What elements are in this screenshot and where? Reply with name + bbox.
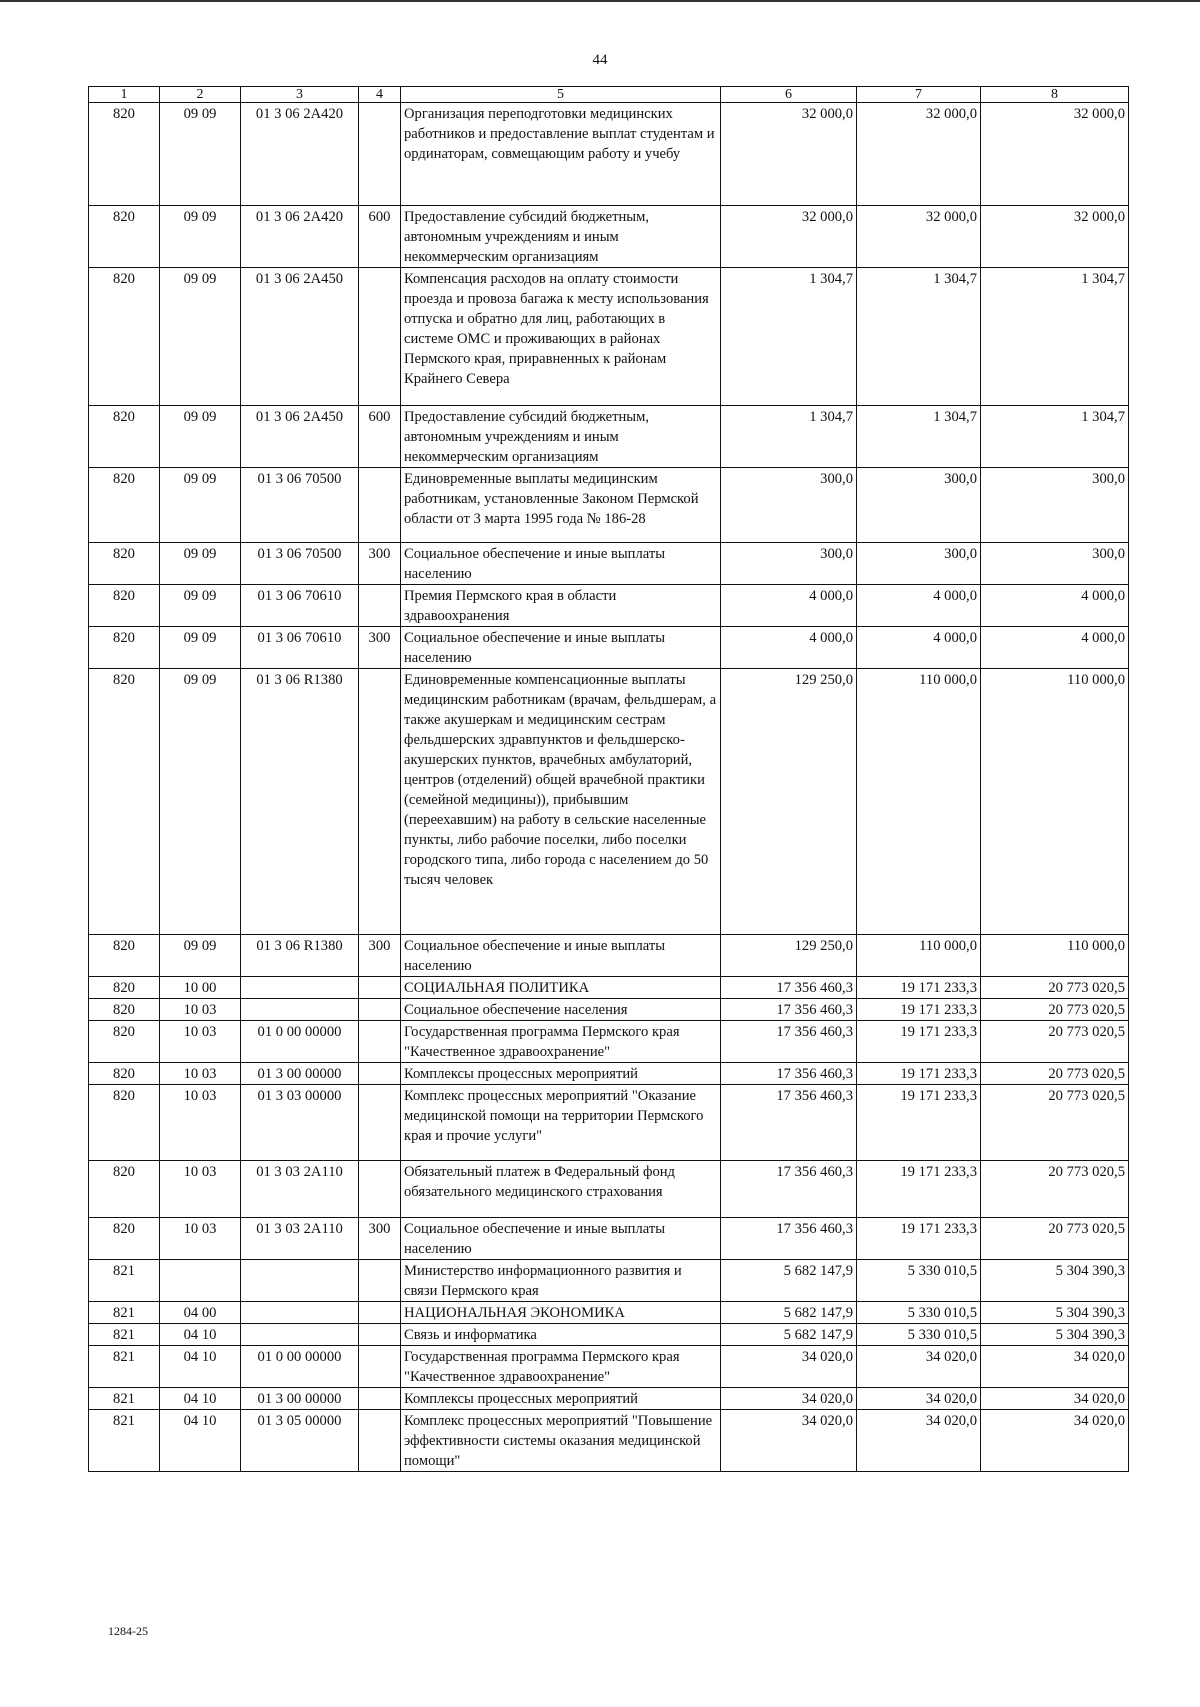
row-code-2: 04 00 xyxy=(160,1302,241,1324)
row-code-2: 04 10 xyxy=(160,1346,241,1388)
table-row xyxy=(89,1346,1129,1388)
row-value-8: 4 000,0 xyxy=(981,627,1129,669)
table-row xyxy=(89,543,1129,585)
row-code-1: 820 xyxy=(89,1218,160,1260)
row-code-3: 01 3 06 70610 xyxy=(241,627,359,669)
table-row xyxy=(89,206,1129,268)
header-col-6: 6 xyxy=(721,87,857,103)
row-description: Социальное обеспечение населения xyxy=(401,999,721,1021)
row-value-7: 19 171 233,3 xyxy=(857,1161,981,1218)
table-row xyxy=(89,1324,1129,1346)
table-row xyxy=(89,268,1129,406)
row-value-6: 5 682 147,9 xyxy=(721,1302,857,1324)
row-value-6: 17 356 460,3 xyxy=(721,1085,857,1161)
row-value-8: 32 000,0 xyxy=(981,206,1129,268)
row-description: Связь и информатика xyxy=(401,1324,721,1346)
row-value-8: 20 773 020,5 xyxy=(981,977,1129,999)
row-code-1: 821 xyxy=(89,1388,160,1410)
row-value-8: 20 773 020,5 xyxy=(981,1063,1129,1085)
row-code-4 xyxy=(359,1063,401,1085)
row-code-2: 04 10 xyxy=(160,1324,241,1346)
row-code-1: 820 xyxy=(89,103,160,206)
row-code-2: 10 03 xyxy=(160,1085,241,1161)
row-description: Государственная программа Пермского края "Качественное здравоохранение" xyxy=(401,1346,721,1388)
table-row xyxy=(89,935,1129,977)
header-col-8: 8 xyxy=(981,87,1129,103)
row-code-2: 04 10 xyxy=(160,1410,241,1472)
row-code-4: 300 xyxy=(359,543,401,585)
row-code-4 xyxy=(359,468,401,543)
row-code-4 xyxy=(359,1021,401,1063)
header-col-5: 5 xyxy=(401,87,721,103)
row-code-3: 01 3 06 2A420 xyxy=(241,103,359,206)
row-value-8: 20 773 020,5 xyxy=(981,1021,1129,1063)
row-value-7: 110 000,0 xyxy=(857,935,981,977)
row-description: Обязательный платеж в Федеральный фонд обязательного медицинского страхования xyxy=(401,1161,721,1218)
row-value-6: 300,0 xyxy=(721,468,857,543)
row-code-3 xyxy=(241,1260,359,1302)
row-value-7: 1 304,7 xyxy=(857,268,981,406)
table-row xyxy=(89,1302,1129,1324)
row-value-7: 19 171 233,3 xyxy=(857,1218,981,1260)
row-code-1: 820 xyxy=(89,669,160,935)
row-code-4 xyxy=(359,1324,401,1346)
row-code-1: 821 xyxy=(89,1324,160,1346)
row-value-6: 17 356 460,3 xyxy=(721,1063,857,1085)
page-number: 44 xyxy=(592,52,608,68)
row-value-6: 17 356 460,3 xyxy=(721,1161,857,1218)
row-value-8: 1 304,7 xyxy=(981,268,1129,406)
row-code-1: 820 xyxy=(89,627,160,669)
row-code-4 xyxy=(359,585,401,627)
row-code-2: 09 09 xyxy=(160,103,241,206)
row-code-1: 821 xyxy=(89,1260,160,1302)
header-col-7: 7 xyxy=(857,87,981,103)
row-code-4: 600 xyxy=(359,406,401,468)
row-value-7: 34 020,0 xyxy=(857,1388,981,1410)
row-code-4 xyxy=(359,1346,401,1388)
row-description: Социальное обеспечение и иные выплаты населению xyxy=(401,543,721,585)
row-code-3: 01 3 06 R1380 xyxy=(241,669,359,935)
header-col-2: 2 xyxy=(160,87,241,103)
row-value-7: 32 000,0 xyxy=(857,103,981,206)
row-description: Государственная программа Пермского края "Качественное здравоохранение" xyxy=(401,1021,721,1063)
row-description: Единовременные компенсационные выплаты медицинским работникам (врачам, фельдшерам, а также акушеркам и медицинским сестрам фельдшерских здравпунктов и фельдшерско-акушерских пунктов, врачебных амбулаторий, центров (отделений) общей врачебной практики (семейной медицины)), прибывшим (переехавшим) на работу в сельские населенные пункты, либо рабочие поселки, либо поселки городского типа, либо города с населением до 50 тысяч человек xyxy=(401,669,721,935)
row-code-1: 821 xyxy=(89,1346,160,1388)
row-code-3: 01 3 06 70610 xyxy=(241,585,359,627)
row-value-8: 20 773 020,5 xyxy=(981,999,1129,1021)
row-value-7: 4 000,0 xyxy=(857,585,981,627)
row-value-8: 5 304 390,3 xyxy=(981,1302,1129,1324)
document-footer-code: 1284-25 xyxy=(108,1624,148,1638)
row-value-8: 110 000,0 xyxy=(981,669,1129,935)
row-value-8: 20 773 020,5 xyxy=(981,1161,1129,1218)
table-row xyxy=(89,1085,1129,1161)
row-code-1: 820 xyxy=(89,206,160,268)
header-col-3: 3 xyxy=(241,87,359,103)
row-description: Предоставление субсидий бюджетным, автономным учреждениям и иным некоммерческим организациям xyxy=(401,406,721,468)
row-value-6: 129 250,0 xyxy=(721,669,857,935)
row-value-8: 32 000,0 xyxy=(981,103,1129,206)
row-value-6: 5 682 147,9 xyxy=(721,1324,857,1346)
row-code-3: 01 3 00 00000 xyxy=(241,1388,359,1410)
row-code-4 xyxy=(359,1085,401,1161)
row-value-6: 34 020,0 xyxy=(721,1346,857,1388)
row-description: Комплексы процессных мероприятий xyxy=(401,1388,721,1410)
row-value-7: 19 171 233,3 xyxy=(857,999,981,1021)
row-code-2: 10 00 xyxy=(160,977,241,999)
row-description: НАЦИОНАЛЬНАЯ ЭКОНОМИКА xyxy=(401,1302,721,1324)
table-row xyxy=(89,1021,1129,1063)
row-value-7: 19 171 233,3 xyxy=(857,1021,981,1063)
row-code-1: 821 xyxy=(89,1410,160,1472)
row-code-2: 10 03 xyxy=(160,999,241,1021)
row-code-2: 09 09 xyxy=(160,585,241,627)
row-code-1: 820 xyxy=(89,1021,160,1063)
row-value-7: 5 330 010,5 xyxy=(857,1324,981,1346)
row-code-4 xyxy=(359,669,401,935)
row-code-4 xyxy=(359,999,401,1021)
row-code-3: 01 3 06 70500 xyxy=(241,468,359,543)
row-code-1: 820 xyxy=(89,406,160,468)
table-row xyxy=(89,1161,1129,1218)
row-code-4 xyxy=(359,1302,401,1324)
row-value-6: 32 000,0 xyxy=(721,206,857,268)
row-description: Компенсация расходов на оплату стоимости проезда и провоза багажа к месту использования отпуска и обратно для лиц, работающих в системе ОМС и проживающих в районах Пермского края, приравненных к районам Крайнего Севера xyxy=(401,268,721,406)
row-value-6: 1 304,7 xyxy=(721,268,857,406)
row-code-3: 01 3 00 00000 xyxy=(241,1063,359,1085)
table-row xyxy=(89,1260,1129,1302)
row-value-7: 34 020,0 xyxy=(857,1410,981,1472)
row-code-3: 01 3 06 2A420 xyxy=(241,206,359,268)
row-code-4: 300 xyxy=(359,935,401,977)
row-value-6: 17 356 460,3 xyxy=(721,977,857,999)
row-code-1: 821 xyxy=(89,1302,160,1324)
row-value-6: 17 356 460,3 xyxy=(721,1218,857,1260)
row-value-7: 110 000,0 xyxy=(857,669,981,935)
row-code-1: 820 xyxy=(89,585,160,627)
row-code-2: 10 03 xyxy=(160,1161,241,1218)
row-code-3: 01 0 00 00000 xyxy=(241,1021,359,1063)
row-value-6: 4 000,0 xyxy=(721,627,857,669)
row-code-2: 09 09 xyxy=(160,543,241,585)
row-description: СОЦИАЛЬНАЯ ПОЛИТИКА xyxy=(401,977,721,999)
row-code-3: 01 3 03 2A110 xyxy=(241,1161,359,1218)
table-row xyxy=(89,406,1129,468)
row-code-3: 01 3 06 2A450 xyxy=(241,406,359,468)
row-value-7: 34 020,0 xyxy=(857,1346,981,1388)
row-description: Единовременные выплаты медицинским работникам, установленные Законом Пермской области от 3 марта 1995 года № 186-28 xyxy=(401,468,721,543)
row-value-6: 32 000,0 xyxy=(721,103,857,206)
row-value-6: 34 020,0 xyxy=(721,1388,857,1410)
row-code-4 xyxy=(359,1388,401,1410)
row-code-1: 820 xyxy=(89,543,160,585)
table-row xyxy=(89,669,1129,935)
row-value-6: 17 356 460,3 xyxy=(721,1021,857,1063)
row-description: Министерство информационного развития и связи Пермского края xyxy=(401,1260,721,1302)
row-value-6: 5 682 147,9 xyxy=(721,1260,857,1302)
row-value-8: 34 020,0 xyxy=(981,1346,1129,1388)
row-code-3: 01 3 03 00000 xyxy=(241,1085,359,1161)
row-code-4 xyxy=(359,268,401,406)
row-code-1: 820 xyxy=(89,1085,160,1161)
scan-top-edge xyxy=(0,0,1200,2)
row-value-6: 1 304,7 xyxy=(721,406,857,468)
row-code-4: 300 xyxy=(359,627,401,669)
row-code-4 xyxy=(359,103,401,206)
row-description: Комплекс процессных мероприятий "Оказание медицинской помощи на территории Пермского края и прочие услуги" xyxy=(401,1085,721,1161)
row-value-8: 1 304,7 xyxy=(981,406,1129,468)
row-description: Социальное обеспечение и иные выплаты населению xyxy=(401,1218,721,1260)
row-value-8: 300,0 xyxy=(981,468,1129,543)
row-code-4 xyxy=(359,1260,401,1302)
row-value-6: 34 020,0 xyxy=(721,1410,857,1472)
row-code-2: 09 09 xyxy=(160,268,241,406)
row-code-2: 09 09 xyxy=(160,935,241,977)
row-code-2: 09 09 xyxy=(160,206,241,268)
row-value-7: 1 304,7 xyxy=(857,406,981,468)
table-row xyxy=(89,627,1129,669)
row-code-3: 01 3 03 2A110 xyxy=(241,1218,359,1260)
row-value-7: 19 171 233,3 xyxy=(857,1063,981,1085)
row-description: Комплекс процессных мероприятий "Повышение эффективности системы оказания медицинской помощи" xyxy=(401,1410,721,1472)
row-value-7: 300,0 xyxy=(857,468,981,543)
row-value-8: 5 304 390,3 xyxy=(981,1260,1129,1302)
row-description: Социальное обеспечение и иные выплаты населению xyxy=(401,627,721,669)
row-code-2: 09 09 xyxy=(160,627,241,669)
row-description: Социальное обеспечение и иные выплаты населению xyxy=(401,935,721,977)
row-code-1: 820 xyxy=(89,1161,160,1218)
row-code-3 xyxy=(241,1324,359,1346)
row-value-8: 20 773 020,5 xyxy=(981,1218,1129,1260)
row-code-3 xyxy=(241,1302,359,1324)
row-code-2: 09 09 xyxy=(160,669,241,935)
table-row xyxy=(89,103,1129,206)
row-value-6: 4 000,0 xyxy=(721,585,857,627)
row-value-8: 110 000,0 xyxy=(981,935,1129,977)
row-value-8: 20 773 020,5 xyxy=(981,1085,1129,1161)
row-code-1: 820 xyxy=(89,935,160,977)
row-value-8: 34 020,0 xyxy=(981,1388,1129,1410)
row-value-6: 17 356 460,3 xyxy=(721,999,857,1021)
table-row xyxy=(89,1388,1129,1410)
row-code-2: 10 03 xyxy=(160,1063,241,1085)
table-row xyxy=(89,1063,1129,1085)
row-value-7: 5 330 010,5 xyxy=(857,1260,981,1302)
row-code-2: 09 09 xyxy=(160,406,241,468)
row-value-8: 300,0 xyxy=(981,543,1129,585)
row-code-2 xyxy=(160,1260,241,1302)
row-code-4 xyxy=(359,1410,401,1472)
row-code-2: 09 09 xyxy=(160,468,241,543)
row-value-7: 5 330 010,5 xyxy=(857,1302,981,1324)
row-value-7: 300,0 xyxy=(857,543,981,585)
row-code-1: 820 xyxy=(89,468,160,543)
row-code-3 xyxy=(241,999,359,1021)
table-header-row xyxy=(89,87,1129,103)
header-col-1: 1 xyxy=(89,87,160,103)
row-code-3: 01 3 06 70500 xyxy=(241,543,359,585)
row-code-3: 01 3 05 00000 xyxy=(241,1410,359,1472)
header-col-4: 4 xyxy=(359,87,401,103)
row-code-4 xyxy=(359,977,401,999)
row-code-3: 01 3 06 R1380 xyxy=(241,935,359,977)
table-row xyxy=(89,1218,1129,1260)
row-value-7: 19 171 233,3 xyxy=(857,977,981,999)
row-value-8: 5 304 390,3 xyxy=(981,1324,1129,1346)
row-code-1: 820 xyxy=(89,999,160,1021)
row-code-2: 10 03 xyxy=(160,1218,241,1260)
row-code-2: 04 10 xyxy=(160,1388,241,1410)
row-description: Организация переподготовки медицинских работников и предоставление выплат студентам и ординаторам, совмещающим работу и учебу xyxy=(401,103,721,206)
row-code-3 xyxy=(241,977,359,999)
row-code-1: 820 xyxy=(89,977,160,999)
table-row xyxy=(89,977,1129,999)
table-row xyxy=(89,1410,1129,1472)
row-code-3: 01 3 06 2A450 xyxy=(241,268,359,406)
row-value-7: 32 000,0 xyxy=(857,206,981,268)
row-value-8: 34 020,0 xyxy=(981,1410,1129,1472)
row-value-6: 129 250,0 xyxy=(721,935,857,977)
table-row xyxy=(89,468,1129,543)
row-value-7: 4 000,0 xyxy=(857,627,981,669)
row-value-8: 4 000,0 xyxy=(981,585,1129,627)
row-code-1: 820 xyxy=(89,1063,160,1085)
row-code-4 xyxy=(359,1161,401,1218)
row-code-1: 820 xyxy=(89,268,160,406)
row-code-4: 300 xyxy=(359,1218,401,1260)
row-value-7: 19 171 233,3 xyxy=(857,1085,981,1161)
row-description: Премия Пермского края в области здравоохранения xyxy=(401,585,721,627)
row-code-3: 01 0 00 00000 xyxy=(241,1346,359,1388)
budget-table xyxy=(88,86,1129,1472)
table-row xyxy=(89,585,1129,627)
row-code-4: 600 xyxy=(359,206,401,268)
row-description: Комплексы процессных мероприятий xyxy=(401,1063,721,1085)
row-value-6: 300,0 xyxy=(721,543,857,585)
row-code-2: 10 03 xyxy=(160,1021,241,1063)
table-row xyxy=(89,999,1129,1021)
row-description: Предоставление субсидий бюджетным, автономным учреждениям и иным некоммерческим организациям xyxy=(401,206,721,268)
